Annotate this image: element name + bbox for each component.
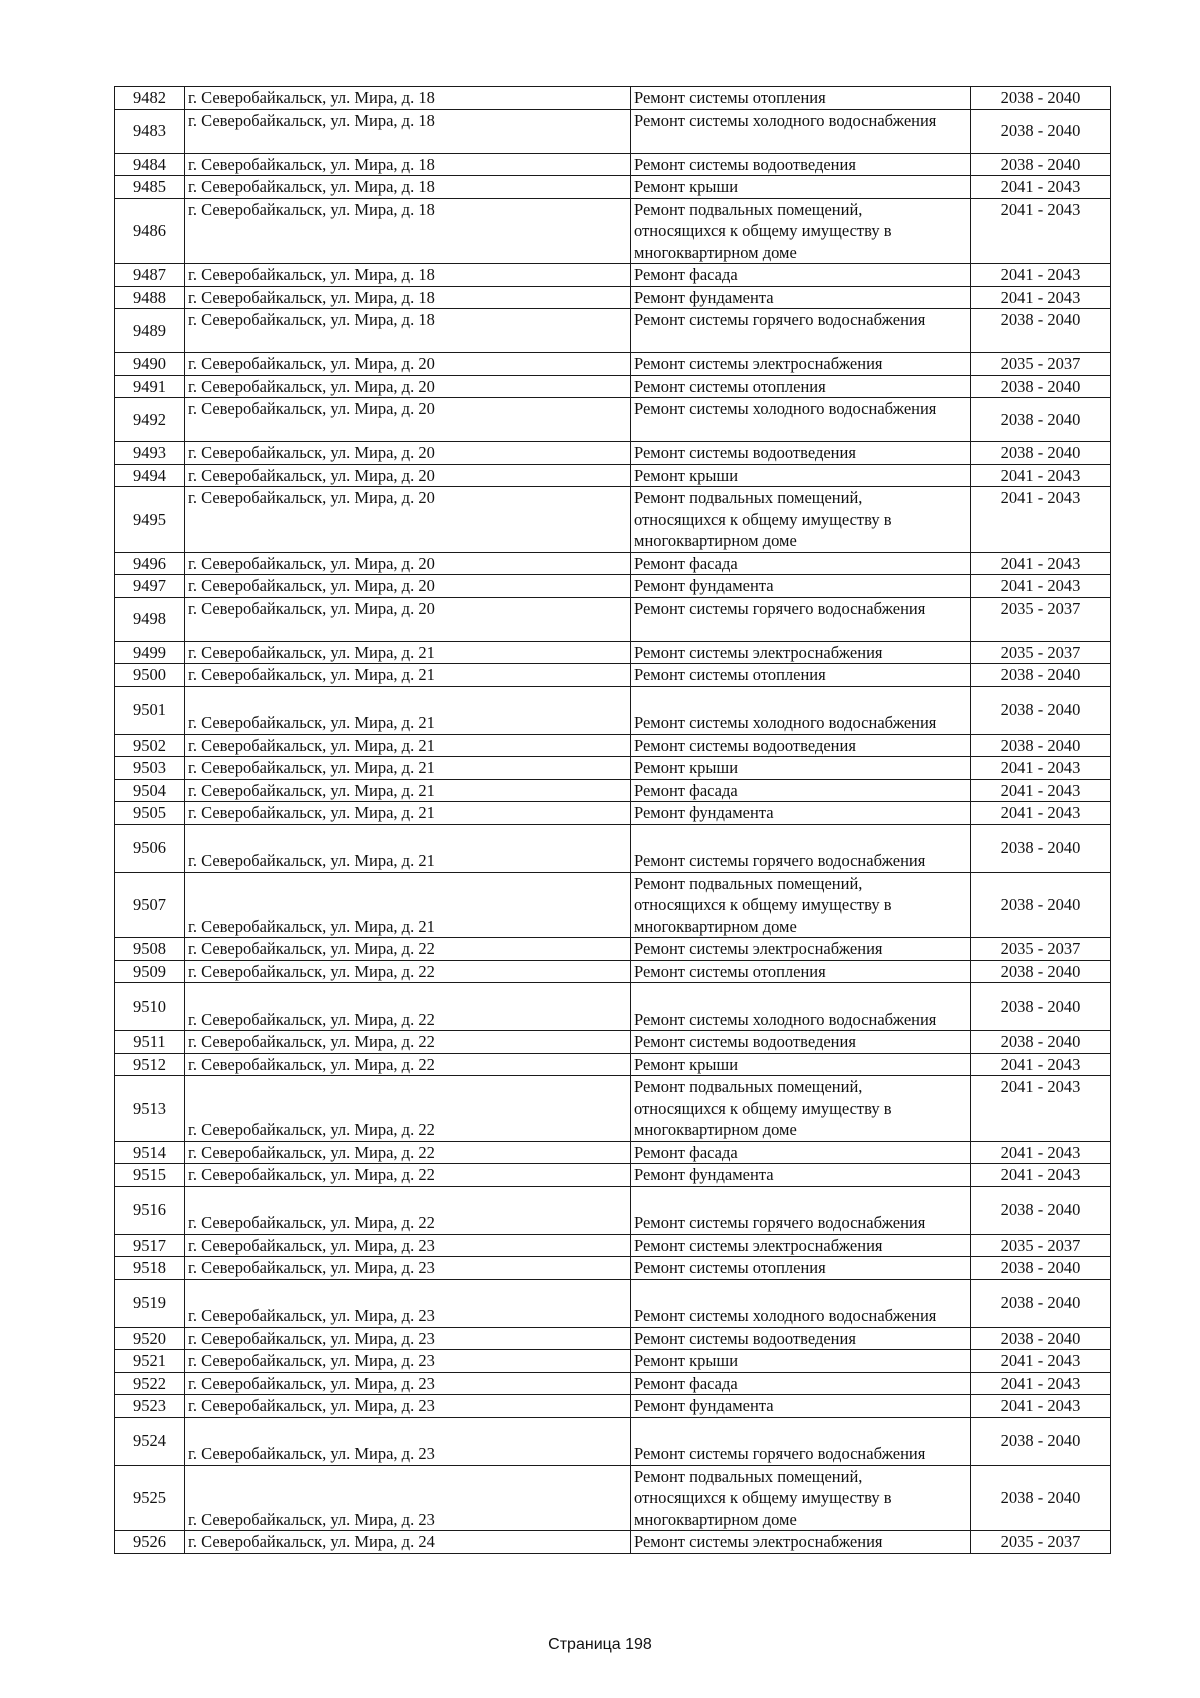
- row-number: 9486: [115, 198, 185, 264]
- table-row: [115, 1372, 1111, 1395]
- row-number: 9501: [115, 686, 185, 734]
- address-cell: г. Северобайкальск, ул. Мира, д. 21: [185, 872, 631, 938]
- table-row: [115, 983, 1111, 1031]
- period-cell: 2038 - 2040: [971, 1279, 1111, 1327]
- row-number: 9504: [115, 779, 185, 802]
- work-type-cell: Ремонт крыши: [631, 464, 971, 487]
- work-type-cell: Ремонт системы холодного водоснабжения: [631, 109, 971, 153]
- row-number: 9517: [115, 1234, 185, 1257]
- work-type-cell: Ремонт фундамента: [631, 286, 971, 309]
- work-type-cell: Ремонт фундамента: [631, 802, 971, 825]
- table-row: [115, 464, 1111, 487]
- work-type-cell: Ремонт системы водоотведения: [631, 153, 971, 176]
- period-cell: 2035 - 2037: [971, 597, 1111, 641]
- address-cell: г. Северобайкальск, ул. Мира, д. 20: [185, 487, 631, 553]
- work-type-cell: Ремонт подвальных помещений, относящихся к общему имуществу в многоквартирном доме: [631, 487, 971, 553]
- period-cell: 2038 - 2040: [971, 1031, 1111, 1054]
- period-cell: 2041 - 2043: [971, 1053, 1111, 1076]
- work-type-cell: Ремонт системы горячего водоснабжения: [631, 309, 971, 353]
- table-row: [115, 1053, 1111, 1076]
- row-number: 9515: [115, 1164, 185, 1187]
- address-cell: г. Северобайкальск, ул. Мира, д. 20: [185, 442, 631, 465]
- address-cell: г. Северобайкальск, ул. Мира, д. 20: [185, 552, 631, 575]
- address-cell: г. Северобайкальск, ул. Мира, д. 22: [185, 1186, 631, 1234]
- row-number: 9499: [115, 641, 185, 664]
- address-cell: г. Северобайкальск, ул. Мира, д. 23: [185, 1465, 631, 1531]
- row-number: 9525: [115, 1465, 185, 1531]
- row-number: 9495: [115, 487, 185, 553]
- table-row: [115, 938, 1111, 961]
- address-cell: г. Северобайкальск, ул. Мира, д. 20: [185, 398, 631, 442]
- table-row: [115, 1279, 1111, 1327]
- period-cell: 2041 - 2043: [971, 198, 1111, 264]
- work-type-cell: Ремонт системы электроснабжения: [631, 1234, 971, 1257]
- table-row: [115, 309, 1111, 353]
- period-cell: 2038 - 2040: [971, 686, 1111, 734]
- address-cell: г. Северобайкальск, ул. Мира, д. 18: [185, 176, 631, 199]
- address-cell: г. Северобайкальск, ул. Мира, д. 21: [185, 802, 631, 825]
- period-cell: 2041 - 2043: [971, 802, 1111, 825]
- address-cell: г. Северобайкальск, ул. Мира, д. 23: [185, 1327, 631, 1350]
- row-number: 9507: [115, 872, 185, 938]
- table-row: [115, 802, 1111, 825]
- work-type-cell: Ремонт фасада: [631, 1372, 971, 1395]
- period-cell: 2038 - 2040: [971, 960, 1111, 983]
- row-number: 9487: [115, 264, 185, 287]
- work-type-cell: Ремонт системы водоотведения: [631, 734, 971, 757]
- work-type-cell: Ремонт фасада: [631, 264, 971, 287]
- row-number: 9521: [115, 1350, 185, 1373]
- period-cell: 2038 - 2040: [971, 87, 1111, 110]
- work-type-cell: Ремонт системы отопления: [631, 375, 971, 398]
- table-body: [115, 87, 1111, 1554]
- address-cell: г. Северобайкальск, ул. Мира, д. 20: [185, 375, 631, 398]
- table-row: [115, 1031, 1111, 1054]
- work-type-cell: Ремонт фундамента: [631, 575, 971, 598]
- period-cell: 2041 - 2043: [971, 464, 1111, 487]
- address-cell: г. Северобайкальск, ул. Мира, д. 18: [185, 286, 631, 309]
- work-type-cell: Ремонт крыши: [631, 176, 971, 199]
- period-cell: 2041 - 2043: [971, 1395, 1111, 1418]
- row-number: 9493: [115, 442, 185, 465]
- address-cell: г. Северобайкальск, ул. Мира, д. 23: [185, 1372, 631, 1395]
- row-number: 9497: [115, 575, 185, 598]
- row-number: 9503: [115, 757, 185, 780]
- row-number: 9516: [115, 1186, 185, 1234]
- address-cell: г. Северобайкальск, ул. Мира, д. 21: [185, 734, 631, 757]
- period-cell: 2038 - 2040: [971, 153, 1111, 176]
- period-cell: 2038 - 2040: [971, 872, 1111, 938]
- address-cell: г. Северобайкальск, ул. Мира, д. 18: [185, 153, 631, 176]
- address-cell: г. Северобайкальск, ул. Мира, д. 23: [185, 1234, 631, 1257]
- work-type-cell: Ремонт системы горячего водоснабжения: [631, 1186, 971, 1234]
- address-cell: г. Северобайкальск, ул. Мира, д. 23: [185, 1279, 631, 1327]
- row-number: 9513: [115, 1076, 185, 1142]
- row-number: 9511: [115, 1031, 185, 1054]
- row-number: 9489: [115, 309, 185, 353]
- period-cell: 2035 - 2037: [971, 353, 1111, 376]
- work-type-cell: Ремонт крыши: [631, 1053, 971, 1076]
- row-number: 9518: [115, 1257, 185, 1280]
- row-number: 9524: [115, 1417, 185, 1465]
- period-cell: 2038 - 2040: [971, 1465, 1111, 1531]
- work-type-cell: Ремонт фасада: [631, 779, 971, 802]
- address-cell: г. Северобайкальск, ул. Мира, д. 22: [185, 1164, 631, 1187]
- period-cell: 2035 - 2037: [971, 938, 1111, 961]
- address-cell: г. Северобайкальск, ул. Мира, д. 24: [185, 1531, 631, 1554]
- repair-schedule-table: [114, 86, 1111, 1554]
- table-row: [115, 153, 1111, 176]
- address-cell: г. Северобайкальск, ул. Мира, д. 18: [185, 109, 631, 153]
- address-cell: г. Северобайкальск, ул. Мира, д. 21: [185, 686, 631, 734]
- table-row: [115, 686, 1111, 734]
- period-cell: 2038 - 2040: [971, 109, 1111, 153]
- period-cell: 2035 - 2037: [971, 1234, 1111, 1257]
- table-row: [115, 824, 1111, 872]
- work-type-cell: Ремонт фундамента: [631, 1164, 971, 1187]
- work-type-cell: Ремонт крыши: [631, 1350, 971, 1373]
- row-number: 9498: [115, 597, 185, 641]
- work-type-cell: Ремонт системы отопления: [631, 664, 971, 687]
- row-number: 9500: [115, 664, 185, 687]
- table-row: [115, 375, 1111, 398]
- work-type-cell: Ремонт системы отопления: [631, 1257, 971, 1280]
- address-cell: г. Северобайкальск, ул. Мира, д. 21: [185, 641, 631, 664]
- period-cell: 2038 - 2040: [971, 1417, 1111, 1465]
- work-type-cell: Ремонт подвальных помещений, относящихся к общему имуществу в многоквартирном доме: [631, 1076, 971, 1142]
- address-cell: г. Северобайкальск, ул. Мира, д. 22: [185, 938, 631, 961]
- work-type-cell: Ремонт фундамента: [631, 1395, 971, 1418]
- table-row: [115, 960, 1111, 983]
- period-cell: 2038 - 2040: [971, 398, 1111, 442]
- work-type-cell: Ремонт подвальных помещений, относящихся к общему имуществу в многоквартирном доме: [631, 198, 971, 264]
- table-row: [115, 1186, 1111, 1234]
- row-number: 9502: [115, 734, 185, 757]
- work-type-cell: Ремонт системы холодного водоснабжения: [631, 1279, 971, 1327]
- period-cell: 2038 - 2040: [971, 824, 1111, 872]
- work-type-cell: Ремонт системы горячего водоснабжения: [631, 824, 971, 872]
- table-row: [115, 87, 1111, 110]
- work-type-cell: Ремонт фасада: [631, 552, 971, 575]
- table-row: [115, 641, 1111, 664]
- row-number: 9496: [115, 552, 185, 575]
- row-number: 9484: [115, 153, 185, 176]
- table-row: [115, 198, 1111, 264]
- address-cell: г. Северобайкальск, ул. Мира, д. 22: [185, 1076, 631, 1142]
- period-cell: 2041 - 2043: [971, 1164, 1111, 1187]
- table-row: [115, 1350, 1111, 1373]
- period-cell: 2038 - 2040: [971, 442, 1111, 465]
- address-cell: г. Северобайкальск, ул. Мира, д. 23: [185, 1350, 631, 1373]
- table-row: [115, 109, 1111, 153]
- work-type-cell: Ремонт системы отопления: [631, 87, 971, 110]
- address-cell: г. Северобайкальск, ул. Мира, д. 22: [185, 960, 631, 983]
- row-number: 9488: [115, 286, 185, 309]
- work-type-cell: Ремонт системы водоотведения: [631, 442, 971, 465]
- table-row: [115, 353, 1111, 376]
- table-row: [115, 176, 1111, 199]
- page-number: Страница 198: [548, 1636, 652, 1653]
- table-row: [115, 1531, 1111, 1554]
- period-cell: 2041 - 2043: [971, 176, 1111, 199]
- table-row: [115, 1465, 1111, 1531]
- row-number: 9482: [115, 87, 185, 110]
- period-cell: 2041 - 2043: [971, 552, 1111, 575]
- address-cell: г. Северобайкальск, ул. Мира, д. 22: [185, 1141, 631, 1164]
- address-cell: г. Северобайкальск, ул. Мира, д. 20: [185, 597, 631, 641]
- row-number: 9506: [115, 824, 185, 872]
- table-row: [115, 872, 1111, 938]
- address-cell: г. Северобайкальск, ул. Мира, д. 20: [185, 353, 631, 376]
- table-row: [115, 1395, 1111, 1418]
- period-cell: 2041 - 2043: [971, 1350, 1111, 1373]
- row-number: 9508: [115, 938, 185, 961]
- row-number: 9519: [115, 1279, 185, 1327]
- period-cell: 2035 - 2037: [971, 1531, 1111, 1554]
- work-type-cell: Ремонт системы горячего водоснабжения: [631, 597, 971, 641]
- address-cell: г. Северобайкальск, ул. Мира, д. 21: [185, 779, 631, 802]
- row-number: 9494: [115, 464, 185, 487]
- table-row: [115, 757, 1111, 780]
- work-type-cell: Ремонт системы электроснабжения: [631, 938, 971, 961]
- period-cell: 2038 - 2040: [971, 1186, 1111, 1234]
- row-number: 9492: [115, 398, 185, 442]
- period-cell: 2038 - 2040: [971, 1327, 1111, 1350]
- period-cell: 2041 - 2043: [971, 1372, 1111, 1395]
- period-cell: 2041 - 2043: [971, 757, 1111, 780]
- table-row: [115, 286, 1111, 309]
- table-row: [115, 264, 1111, 287]
- address-cell: г. Северобайкальск, ул. Мира, д. 23: [185, 1417, 631, 1465]
- address-cell: г. Северобайкальск, ул. Мира, д. 21: [185, 757, 631, 780]
- period-cell: 2041 - 2043: [971, 779, 1111, 802]
- address-cell: г. Северобайкальск, ул. Мира, д. 23: [185, 1257, 631, 1280]
- address-cell: г. Северобайкальск, ул. Мира, д. 18: [185, 87, 631, 110]
- table-row: [115, 664, 1111, 687]
- work-type-cell: Ремонт системы водоотведения: [631, 1327, 971, 1350]
- address-cell: г. Северобайкальск, ул. Мира, д. 22: [185, 1031, 631, 1054]
- work-type-cell: Ремонт крыши: [631, 757, 971, 780]
- address-cell: г. Северобайкальск, ул. Мира, д. 18: [185, 198, 631, 264]
- work-type-cell: Ремонт системы холодного водоснабжения: [631, 686, 971, 734]
- period-cell: 2041 - 2043: [971, 1141, 1111, 1164]
- work-type-cell: Ремонт системы холодного водоснабжения: [631, 983, 971, 1031]
- table-row: [115, 1141, 1111, 1164]
- work-type-cell: Ремонт системы электроснабжения: [631, 353, 971, 376]
- row-number: 9514: [115, 1141, 185, 1164]
- table-row: [115, 1234, 1111, 1257]
- work-type-cell: Ремонт системы отопления: [631, 960, 971, 983]
- address-cell: г. Северобайкальск, ул. Мира, д. 18: [185, 309, 631, 353]
- work-type-cell: Ремонт подвальных помещений, относящихся к общему имуществу в многоквартирном доме: [631, 872, 971, 938]
- work-type-cell: Ремонт системы горячего водоснабжения: [631, 1417, 971, 1465]
- table-row: [115, 779, 1111, 802]
- period-cell: 2038 - 2040: [971, 664, 1111, 687]
- table-row: [115, 487, 1111, 553]
- row-number: 9512: [115, 1053, 185, 1076]
- row-number: 9485: [115, 176, 185, 199]
- address-cell: г. Северобайкальск, ул. Мира, д. 20: [185, 575, 631, 598]
- address-cell: г. Северобайкальск, ул. Мира, д. 22: [185, 1053, 631, 1076]
- address-cell: г. Северобайкальск, ул. Мира, д. 23: [185, 1395, 631, 1418]
- table-row: [115, 442, 1111, 465]
- row-number: 9490: [115, 353, 185, 376]
- period-cell: 2041 - 2043: [971, 575, 1111, 598]
- period-cell: 2041 - 2043: [971, 1076, 1111, 1142]
- table-row: [115, 575, 1111, 598]
- address-cell: г. Северобайкальск, ул. Мира, д. 18: [185, 264, 631, 287]
- row-number: 9510: [115, 983, 185, 1031]
- work-type-cell: Ремонт системы электроснабжения: [631, 641, 971, 664]
- table-row: [115, 1417, 1111, 1465]
- address-cell: г. Северобайкальск, ул. Мира, д. 22: [185, 983, 631, 1031]
- period-cell: 2035 - 2037: [971, 641, 1111, 664]
- period-cell: 2041 - 2043: [971, 487, 1111, 553]
- period-cell: 2038 - 2040: [971, 983, 1111, 1031]
- row-number: 9526: [115, 1531, 185, 1554]
- row-number: 9505: [115, 802, 185, 825]
- period-cell: 2038 - 2040: [971, 1257, 1111, 1280]
- table-row: [115, 1257, 1111, 1280]
- work-type-cell: Ремонт системы холодного водоснабжения: [631, 398, 971, 442]
- work-type-cell: Ремонт системы водоотведения: [631, 1031, 971, 1054]
- row-number: 9491: [115, 375, 185, 398]
- address-cell: г. Северобайкальск, ул. Мира, д. 20: [185, 464, 631, 487]
- period-cell: 2038 - 2040: [971, 309, 1111, 353]
- period-cell: 2038 - 2040: [971, 375, 1111, 398]
- row-number: 9509: [115, 960, 185, 983]
- address-cell: г. Северобайкальск, ул. Мира, д. 21: [185, 824, 631, 872]
- row-number: 9523: [115, 1395, 185, 1418]
- work-type-cell: Ремонт подвальных помещений, относящихся к общему имуществу в многоквартирном доме: [631, 1465, 971, 1531]
- table-row: [115, 1164, 1111, 1187]
- table-row: [115, 398, 1111, 442]
- table-row: [115, 597, 1111, 641]
- row-number: 9483: [115, 109, 185, 153]
- work-type-cell: Ремонт системы электроснабжения: [631, 1531, 971, 1554]
- table-row: [115, 1076, 1111, 1142]
- table-row: [115, 734, 1111, 757]
- period-cell: 2041 - 2043: [971, 264, 1111, 287]
- address-cell: г. Северобайкальск, ул. Мира, д. 21: [185, 664, 631, 687]
- table-row: [115, 552, 1111, 575]
- table-row: [115, 1327, 1111, 1350]
- period-cell: 2038 - 2040: [971, 734, 1111, 757]
- period-cell: 2041 - 2043: [971, 286, 1111, 309]
- work-type-cell: Ремонт фасада: [631, 1141, 971, 1164]
- row-number: 9522: [115, 1372, 185, 1395]
- row-number: 9520: [115, 1327, 185, 1350]
